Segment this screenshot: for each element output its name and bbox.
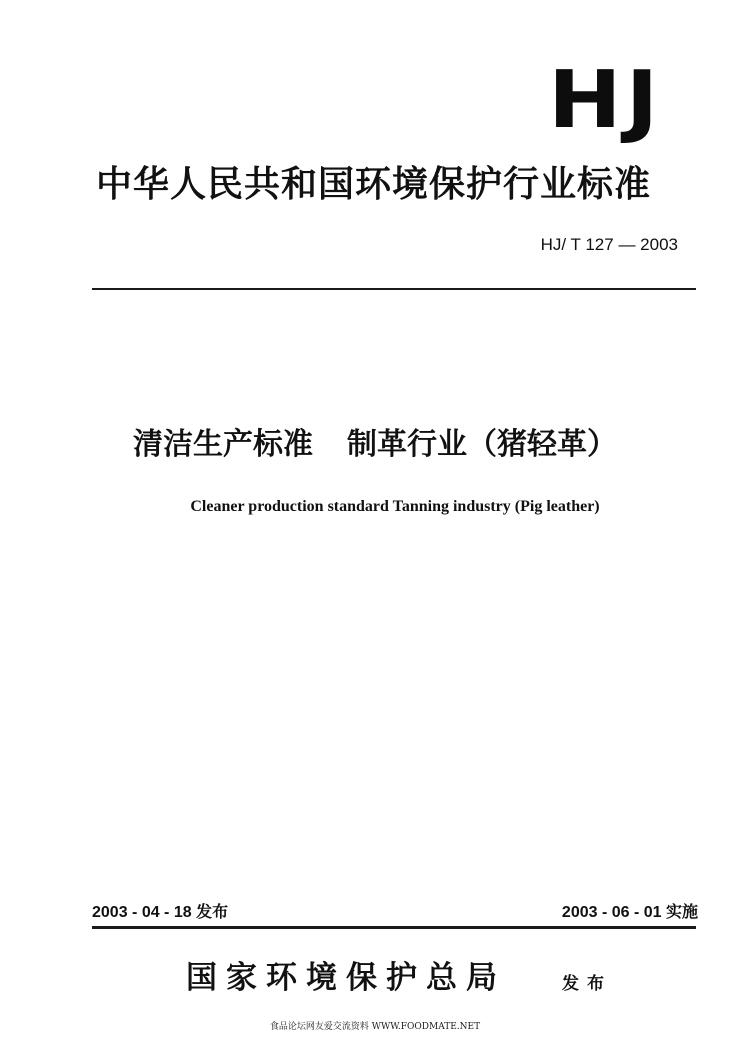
- publisher-name: 国家环境保护总局: [186, 960, 506, 996]
- implementation-date: 2003 - 06 - 01 实施: [561, 904, 698, 921]
- header-divider: [92, 288, 696, 290]
- footer-note: 食品论坛网友爱交流资料 WWW.FOODMATE.NET: [269, 1022, 481, 1032]
- standard-number: HJ/ T 127 — 2003: [540, 235, 678, 254]
- issue-date: 2003 - 04 - 18 发布: [92, 904, 229, 921]
- footer-divider: [92, 926, 696, 929]
- publish-label: 发布: [562, 974, 612, 994]
- document-title-english: Cleaner production standard Tanning industry (Pig leather): [190, 498, 600, 515]
- organization-title: 中华人民共和国环境保护行业标准: [96, 164, 652, 205]
- hj-logo: HJ: [548, 53, 663, 147]
- title-chinese-part2: 制革行业（猪轻革）: [347, 427, 617, 462]
- title-chinese-part1: 清洁生产标准: [133, 427, 313, 462]
- document-title-chinese: [0, 424, 750, 466]
